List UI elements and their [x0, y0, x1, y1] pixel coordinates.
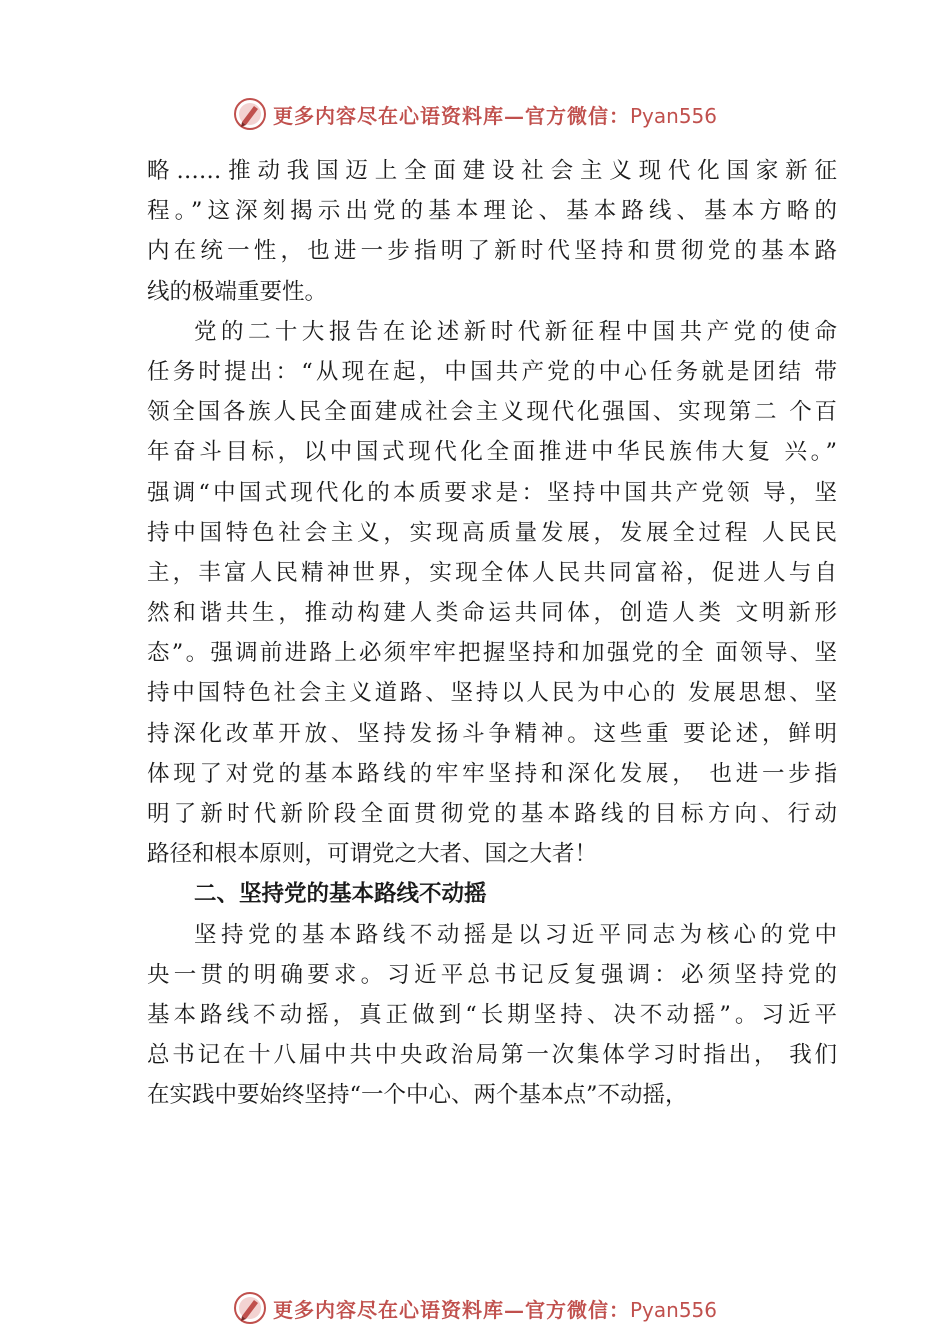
text-line: 主，丰富人民精神世界，实现全体人民共同富裕，促进人与自: [147, 559, 837, 586]
pen-logo-icon: [233, 97, 267, 131]
header-banner-text: 更多内容尽在心语资料库—官方微信：Pyan556: [272, 103, 717, 128]
paragraph-report: [147, 312, 837, 875]
text-line: 持中国特色社会主义道路、坚持以人民为中心的 发展思想、坚: [147, 680, 837, 707]
text-line: 央一贯的明确要求。习近平总书记反复强调：必须坚持党的: [147, 961, 837, 988]
text-line: 任务时提出：“从现在起，中国共产党的中心任务就是团结 带: [147, 358, 837, 385]
footer-banner-code: Pyan556: [629, 1297, 717, 1322]
footer-banner: [0, 1288, 950, 1328]
paragraph-basic-line: [147, 915, 837, 1116]
text-line: 态”。强调前进路上必须牢牢把握坚持和加强党的全 面领导、坚: [147, 640, 837, 667]
text-line: 强调“中国式现代化的本质要求是：坚持中国共产党领 导，坚: [147, 479, 837, 506]
text-line: 领全国各族人民全面建成社会主义现代化强国、实现第二 个百: [147, 399, 837, 426]
text-line: 明了新时代新阶段全面贯彻党的基本路线的目标方向、行动: [147, 801, 837, 827]
text-line: 体现了对党的基本路线的牢牢坚持和深化发展， 也进一步指: [147, 760, 837, 787]
text-line: 总书记在十八届中共中央政治局第一次集体学习时指出， 我们: [147, 1042, 837, 1069]
document-body: [147, 151, 837, 1116]
pen-logo-icon: [233, 1291, 267, 1325]
text-line: 持中国特色社会主义，实现高质量发展，发展全过程 人民民: [147, 519, 837, 546]
text-line: 持深化改革开放、坚持发扬斗争精神。这些重 要论述，鲜明: [147, 720, 837, 747]
header-banner: [0, 94, 950, 134]
text-line: 路径和根本原则，可谓党之大者、国之大者！: [147, 841, 598, 868]
text-line: 略……推动我国迈上全面建设社会主义现代化国家新征: [147, 158, 837, 184]
text-line: 在实践中要始终坚持“一个中心、两个基本点”不动摇，: [147, 1082, 688, 1109]
text-line: 基本路线不动摇，真正做到“长期坚持、决不动摇”。习近平: [147, 1001, 837, 1028]
text-line: 程。”这深刻揭示出党的基本理论、基本路线、基本方略的: [147, 198, 837, 225]
header-banner-code: Pyan556: [629, 103, 717, 128]
footer-banner-text: 更多内容尽在心语资料库—官方微信：Pyan556: [272, 1297, 717, 1322]
text-line: 党的二十大报告在论述新时代新征程中国共产党的使命: [194, 318, 837, 345]
text-line: 年奋斗目标，以中国式现代化全面推进中华民族伟大复 兴。”: [147, 439, 837, 466]
text-line: 内在统一性，也进一步指明了新时代坚持和贯彻党的基本路: [147, 238, 837, 265]
section-heading: 二、坚持党的基本路线不动摇: [194, 881, 487, 908]
text-line: 然和谐共生，推动构建人类命运共同体，创造人类 文明新形: [147, 600, 837, 627]
text-line: 线的极端重要性。: [147, 278, 328, 305]
paragraph-continuation: [147, 151, 837, 312]
text-line: 坚持党的基本路线不动摇是以习近平同志为核心的党中: [194, 921, 837, 948]
